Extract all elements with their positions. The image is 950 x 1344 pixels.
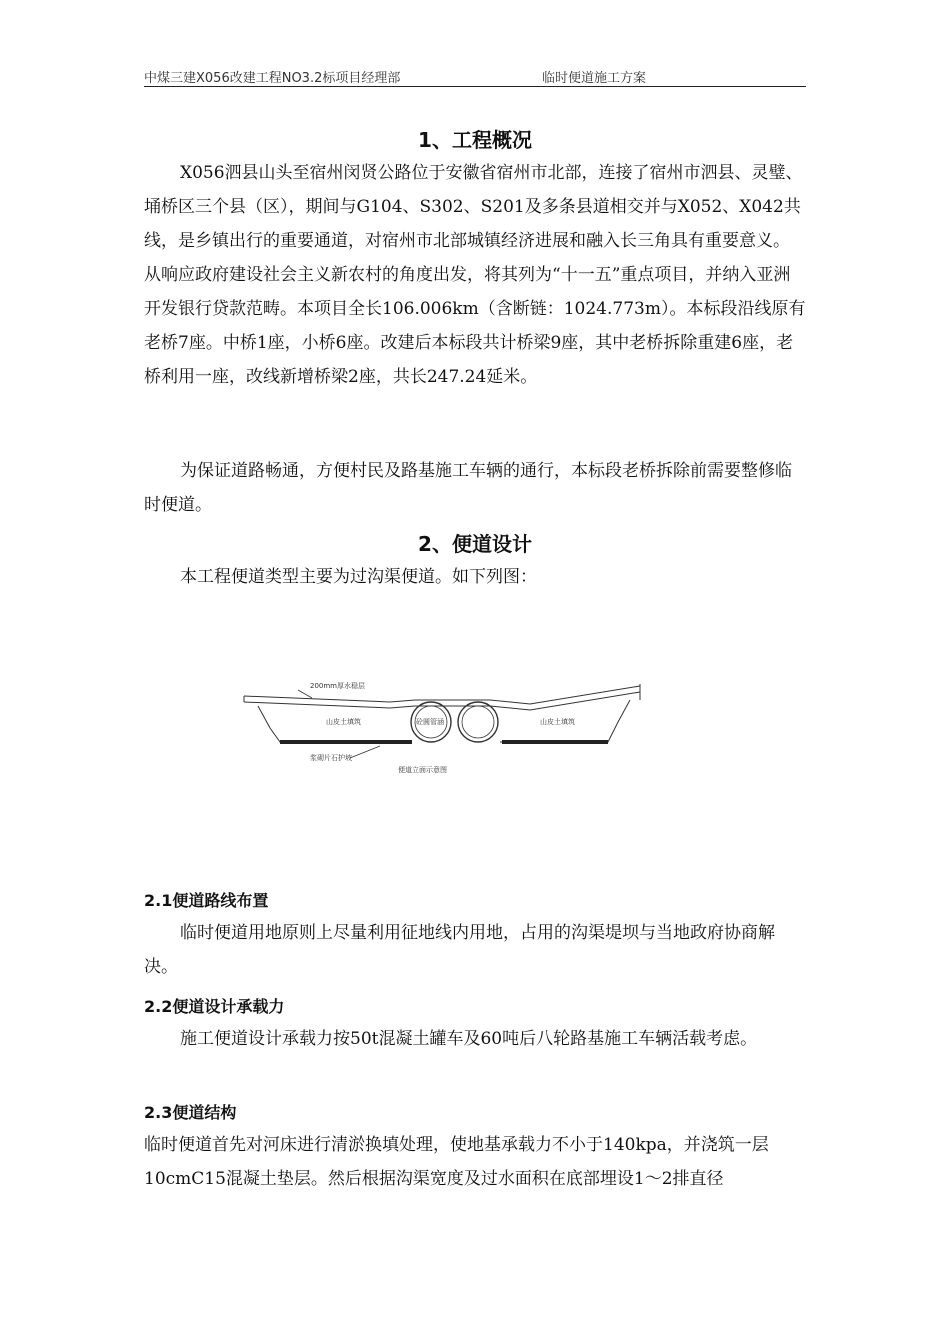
pipe-culvert-2-inner (462, 706, 494, 738)
section1-paragraph-2: 为保证道路畅通，方便村民及路基施工车辆的通行，本标段老桥拆除前需要整修临时便道。 (144, 461, 792, 515)
header-document-title: 临时便道施工方案 (542, 71, 647, 86)
subsection-2-3-text: 临时便道首先对河床进行清淤换填处理，使地基承载力不小于140kpa，并浇筑一层10cmC15混凝土垫层。然后根据沟渠宽度及过水面积在底部埋设1～2排直径 (144, 1135, 769, 1189)
section1-title: 1、工程概况 (418, 128, 532, 152)
slope-label-leader (350, 746, 380, 758)
pipe-culvert-2 (458, 702, 498, 742)
subsection-2-3-title: 2.3便道结构 (144, 1103, 237, 1122)
temporary-road-elevation-diagram (240, 672, 646, 784)
subsection-2-1-title: 2.1便道路线布置 (144, 891, 269, 910)
page-header (144, 64, 806, 87)
section2-title: 2、便道设计 (418, 532, 532, 556)
right-stone-layer (502, 740, 608, 744)
label-left-fill: 山皮土填筑 (326, 718, 361, 726)
diagram-caption: 便道立面示意图 (398, 766, 447, 774)
road-surface-bottom (244, 692, 640, 710)
section1-paragraph-1: X056泗县山头至宿州闵贤公路位于安徽省宿州市北部，连接了宿州市泗县、灵璧、埇桥区三个县（区），期间与G104、S302、S201及多条县道相交并与X052、X042共线，是乡镇出行的重要通道，对宿州市北部城镇经济进展和融入长三角具有重要意义。从响应政府建设社会主义新农村的角度出发，将其列为“十一五”重点项目，并纳入亚洲开发银行贷款范畴。本项目全长106.006km（含断链：1024.773m）。本标段沿线原有老桥7座。中桥1座，小桥6座。改建后本标段共计桥梁9座，其中老桥拆除重建6座，老桥利用一座，改线新增桥梁2座，共长247.24延米。 (144, 163, 806, 387)
label-right-fill: 山皮土填筑 (540, 718, 575, 726)
left-stone-layer (280, 740, 412, 744)
label-top-layer: 200mm厚水稳层 (310, 682, 365, 690)
subsection-2-2-text: 施工便道设计承载力按50t混凝土罐车及60吨后八轮路基施工车辆活载考虑。 (180, 1029, 758, 1049)
label-pipe: 砼圆管涵 (416, 718, 444, 726)
header-project-name: 中煤三建X056改建工程NO3.2标项目经理部 (144, 71, 401, 86)
section2-intro: 本工程便道类型主要为过沟渠便道。如下列图： (180, 567, 537, 587)
top-label-leader (298, 690, 312, 698)
subsection-2-1-text: 临时便道用地原则上尽量利用征地线内用地，占用的沟渠堤坝与当地政府协商解决。 (144, 923, 775, 977)
subsection-2-2-title: 2.2便道设计承载力 (144, 997, 285, 1016)
label-slope: 浆砌片石护坡 (310, 754, 352, 762)
